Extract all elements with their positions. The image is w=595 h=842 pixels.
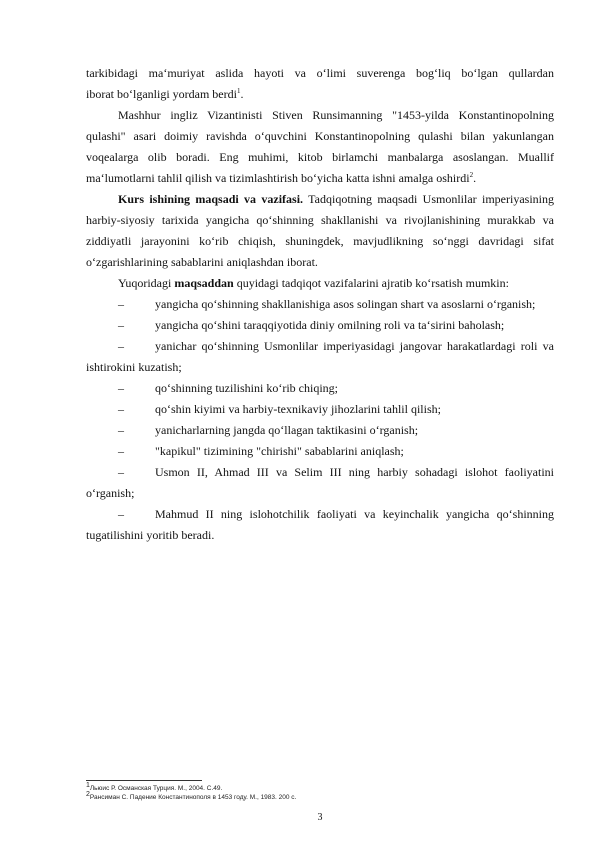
dash-bullet: – (118, 444, 124, 458)
list-item: – Mahmud II ning islohotchilik faoliyati va keyinchalik yangicha qoʻshinning tugatilishini yoritib beradi. (86, 504, 554, 546)
footnote-1: $^1$Льюис Р. Османская Турция. М., 2004. С.49. (86, 781, 223, 792)
list-item: – qoʻshinning tuzilishini koʻrib chiqing; (86, 378, 554, 399)
list-item: – "kapikul" tizimining "chirishi" sabablarini aniqlash; (86, 441, 554, 462)
dash-bullet: – (118, 339, 124, 353)
list-item: – qoʻshin kiyimi va harbiy-texnikaviy jihozlarini tahlil qilish; (86, 399, 554, 420)
dash-bullet: – (118, 297, 124, 311)
list-item: – yangicha qoʻshini taraqqiyotida diniy omilning roli va taʻsirini baholash; (86, 315, 554, 336)
list-item: – yangicha qoʻshinning shakllanishiga asos solingan shart va asoslarni oʻrganish; (86, 294, 554, 315)
paragraph-4: Yuqoridagi maqsaddan quyidagi tadqiqot vazifalarini ajratib koʻrsatish mumkin: (118, 276, 509, 290)
footnote-2: $^2$Рансиман С. Падение Константинополя в 1453 году. М., 1983. 200 с. (86, 790, 297, 801)
list-item: – Usmon II, Ahmad III va Selim III ning harbiy sohadagi islohot faoliyatini oʻrganish; (86, 462, 554, 504)
section-heading: Kurs ishining maqsadi va vazifasi. (118, 192, 304, 206)
paragraph-1-line-2: iborat boʻlganligi yordam berdi$^1$. (86, 87, 244, 101)
document-body (86, 63, 554, 546)
paragraph-3: Kurs ishining maqsadi va vazifasi. Tadqiqotning maqsadi Usmonlilar imperiyasining harbiy-siyosiy tarixida yangicha qoʻshinning shakllanishi va rivojlanishining murakkab va ziddiyatli jarayonini koʻrib chiqish, shuningdek, mavjudlikning soʻnggi davridagi sifat oʻzgarishlarining sabablarini aniqlashdan iborat. (86, 192, 554, 269)
dash-bullet: – (118, 423, 124, 437)
list-item: – yanichar qoʻshinning Usmonlilar imperiyasidagi jangovar harakatlardagi roli va ishtirokini kuzatish; (86, 336, 554, 378)
dash-bullet: – (118, 465, 124, 479)
emphasis-maqsaddan: maqsaddan (174, 276, 234, 290)
paragraph-1-line-1: tarkibidagi maʻmuriyat aslida hayoti va oʻlimi suverenga bogʻliq boʻlgan qullardan (86, 66, 554, 80)
dash-bullet: – (118, 381, 124, 395)
task-list (86, 294, 554, 546)
page-number: 3 (317, 812, 323, 823)
footnote-separator (86, 780, 202, 781)
paragraph-2: Mashhur ingliz Vizantinisti Stiven Runsimanning "1453-yilda Konstantinopolning qulashi" asari doimiy ravishda oʻquvchini Konstantinopolning qulashi bilan yakunlangan voqealarga olib boradi. Eng muhimi, kitob birlamchi manbalarga asoslangan. Muallif maʻlumotlarni tahlil qilish va tizimlashtirish boʻyicha katta ishni amalga oshirdi$^2$. (86, 108, 554, 185)
footnote-ref-2[interactable]: 2 (469, 171, 474, 179)
dash-bullet: – (118, 402, 124, 416)
footnote-ref-1[interactable]: 1 (236, 87, 241, 95)
list-item: – yanicharlarning jangda qoʻllagan taktikasini oʻrganish; (86, 420, 554, 441)
dash-bullet: – (118, 318, 124, 332)
dash-bullet: – (118, 507, 124, 521)
